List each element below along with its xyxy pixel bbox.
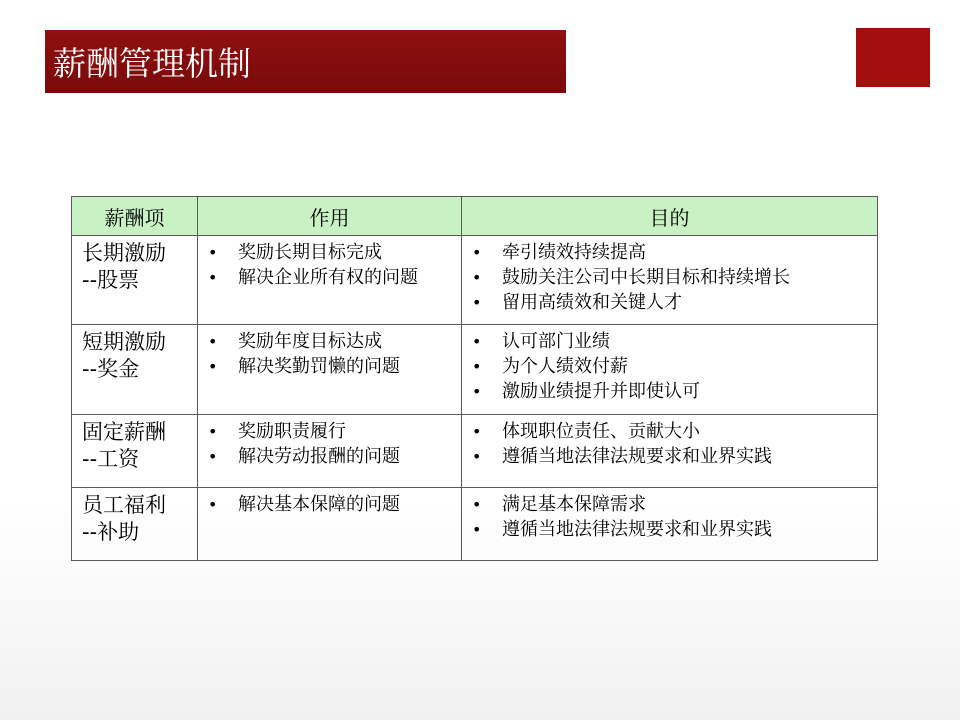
purpose-cell [462,236,878,325]
bullet-icon: • [472,332,482,351]
item-subtitle: --股票 [82,268,140,292]
effect-cell [198,325,462,415]
bullet-icon: • [208,495,218,514]
bullet-icon: • [208,243,218,262]
effect-text: 解决劳动报酬的问题 [238,446,400,467]
bullet-icon: • [472,293,482,312]
slide-title: 薪酬管理机制 [53,44,251,83]
table-row [72,415,878,488]
bullet-icon: • [472,422,482,441]
purpose-text: 激励业绩提升并即使认可 [502,381,700,402]
list-item [462,265,877,290]
list-item [462,517,877,542]
effect-cell [198,415,462,488]
corner-decoration [856,28,930,87]
effect-text: 奖励年度目标达成 [238,331,382,352]
list-item [462,329,877,354]
item-name: 员工福利 [82,493,166,517]
header-item: 薪酬项 [72,197,198,236]
purpose-text: 满足基本保障需求 [502,494,646,515]
list-item [462,419,877,444]
list-item [462,240,877,265]
purpose-text: 遵循当地法律法规要求和业界实践 [502,519,772,540]
bullet-icon: • [472,520,482,539]
table-row [72,325,878,415]
effect-cell [198,488,462,561]
item-name: 长期激励 [82,241,166,265]
compensation-table [71,196,878,561]
list-item [462,354,877,379]
bullet-icon: • [472,382,482,401]
bullet-icon: • [472,495,482,514]
effect-text: 解决奖勤罚懒的问题 [238,356,400,377]
bullet-icon: • [472,447,482,466]
list-item [462,290,877,315]
list-item [462,492,877,517]
purpose-text: 牵引绩效持续提高 [502,242,646,263]
list-item [462,379,877,404]
table-header-row [72,197,878,236]
bullet-icon: • [208,422,218,441]
bullet-icon: • [208,332,218,351]
bullet-icon: • [208,268,218,287]
item-name: 短期激励 [82,330,166,354]
item-cell [72,488,198,561]
item-cell [72,325,198,415]
effect-text: 奖励职责履行 [238,421,346,442]
item-subtitle: --补助 [82,520,140,544]
item-name: 固定薪酬 [82,420,166,444]
purpose-text: 体现职位责任、贡献大小 [502,421,700,442]
purpose-text: 认可部门业绩 [502,331,610,352]
list-item [198,240,461,265]
purpose-cell [462,488,878,561]
effect-text: 解决基本保障的问题 [238,494,400,515]
bullet-icon: • [472,243,482,262]
purpose-text: 遵循当地法律法规要求和业界实践 [502,446,772,467]
purpose-text: 留用高绩效和关键人才 [502,292,682,313]
effect-text: 解决企业所有权的问题 [238,267,418,288]
table-row [72,488,878,561]
title-bar [45,30,566,93]
effect-text: 奖励长期目标完成 [238,242,382,263]
list-item [198,492,461,517]
item-cell [72,415,198,488]
list-item [198,354,461,379]
bullet-icon: • [472,357,482,376]
effect-cell [198,236,462,325]
purpose-text: 为个人绩效付薪 [502,356,628,377]
bullet-icon: • [208,357,218,376]
item-subtitle: --奖金 [82,357,140,381]
purpose-text: 鼓励关注公司中长期目标和持续增长 [502,267,790,288]
list-item [198,329,461,354]
header-effect: 作用 [198,197,462,236]
header-purpose: 目的 [462,197,878,236]
item-subtitle: --工资 [82,447,140,471]
bullet-icon: • [208,447,218,466]
bullet-icon: • [472,268,482,287]
list-item [198,419,461,444]
purpose-cell [462,325,878,415]
table-row [72,236,878,325]
list-item [198,444,461,469]
list-item [198,265,461,290]
item-cell [72,236,198,325]
purpose-cell [462,415,878,488]
list-item [462,444,877,469]
